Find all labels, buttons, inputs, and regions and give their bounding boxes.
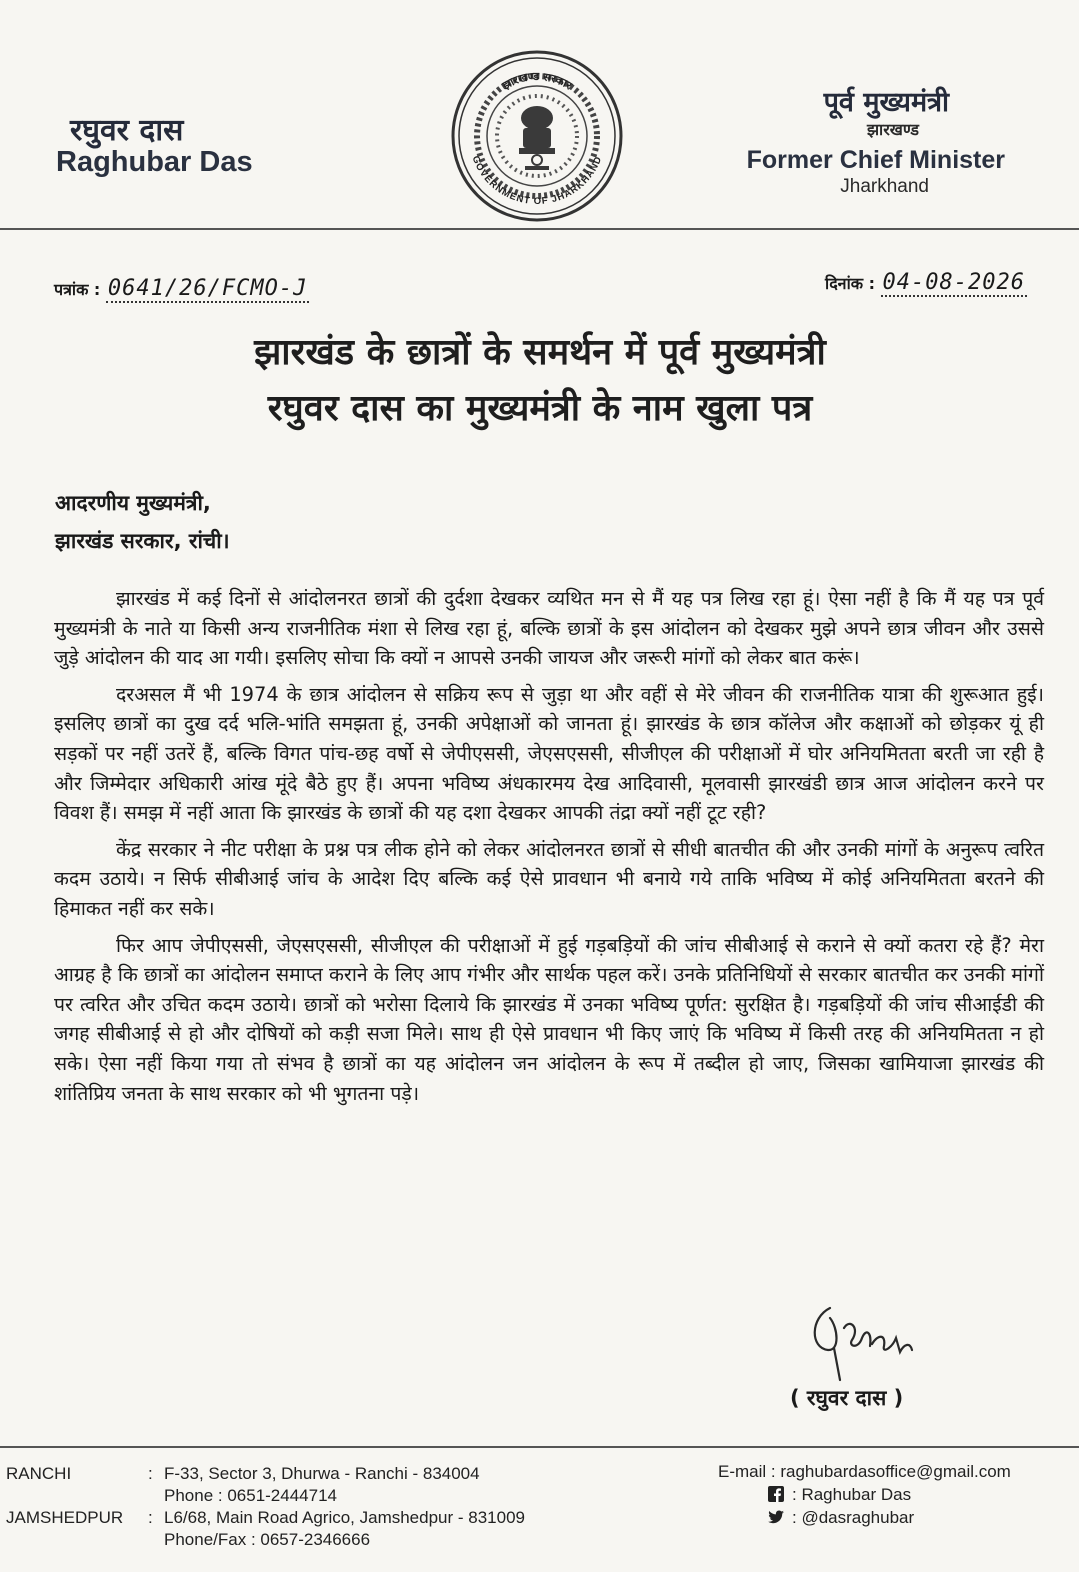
- twitter-icon: [768, 1509, 784, 1525]
- paragraph-2: दरअसल मैं भी 1974 के छात्र आंदोलन से सक्रिय रूप से जुड़ा था और वहीं से मेरे जीवन की राजनीतिक यात्रा की शुरूआत हुई। इसलिए छात्रों का दुख दर्द भलि-भांति समझता हूं, उनकी अपेक्षाओं को जानता हूं। झारखंड के छात्र कॉलेज और कक्षाओं को छोड़कर यूं ही सड़कों पर नहीं उतरें हैं, बल्कि विगत पांच-छह वर्षो से जेपीएससी, जेएसएससी, सीजीएल की परीक्षाओं में घोर अनियमितता बरती जा रही है और जिम्मेदार अधिकारी आंख मूंदे बैठे हुए हैं। अपना भविष्य अंधकारमय देख आदिवासी, मूलवासी झारखंडी छात्र आज आंदोलन करने पर विवश हैं। समझ में नहीं आता कि झारखंड के छात्रों की यह दशा देखकर आपकी तंद्रा क्यों नहीं टूट रही?: [54, 682, 1044, 825]
- paragraph-3: केंद्र सरकार ने नीट परीक्षा के प्रश्न पत्र लीक होने को लेकर आंदोलनरत छात्रों से सीधी बातचीत की और उनकी मांगों के अनुरूप त्वरित कदम उठाये। न सिर्फ सीबीआई जांच के आदेश दिए बल्कि कई ऐसे प्रावधान भी बनाये गये ताकि भविष्य में कोई अनियमितता बरतने की हिमाकत नहीं कर सके।: [54, 837, 1044, 920]
- state-english: Jharkhand: [840, 176, 929, 197]
- footer-twitter: [768, 1508, 914, 1528]
- footer-address-ranchi: F-33, Sector 3, Dhurwa - Ranchi - 834004: [164, 1464, 480, 1483]
- footer-colon-2: :: [148, 1508, 153, 1527]
- letterhead: [0, 0, 1079, 228]
- letter-title: [80, 325, 1000, 437]
- footer-address-jamshedpur: L6/68, Main Road Agrico, Jamshedpur - 831009: [164, 1508, 526, 1527]
- footer-phone-jamshedpur: Phone/Fax : 0657-2346666: [164, 1530, 371, 1549]
- sender-name-hindi: रघुवर दास: [70, 113, 184, 148]
- letter-date: [825, 270, 1027, 295]
- footer-facebook: [768, 1485, 911, 1505]
- salutation-line-2: झारखंड सरकार, रांची।: [55, 529, 230, 553]
- letter-body: [54, 584, 1044, 1115]
- header-divider: [0, 228, 1079, 230]
- title-line-1: झारखंड के छात्रों के समर्थन में पूर्व मुख्यमंत्री: [254, 332, 826, 373]
- paragraph-1: झारखंड में कई दिनों से आंदोलनरत छात्रों की दुर्दशा देखकर व्यथित मन से मैं यह पत्र लिख रहा हूं। ऐसा नहीं है कि मैं यह पत्र पूर्व मुख्यमंत्री के नाते या किसी अन्य राजनीतिक मंशा से लिख रहा हूं, बल्कि छात्रों के इस आंदोलन को देखकर मुझे अपने छात्र जीवन और उससे जुड़े आंदोलन की याद आ गयी। इसलिए सोचा कि क्यों न आपसे उनकी जायज और जरूरी मांगों को लेकर बात करूं।: [54, 587, 1044, 670]
- footer-city-jamshedpur: JAMSHEDPUR: [6, 1508, 124, 1527]
- signatory-name: ( रघुवर दास ): [790, 1386, 904, 1410]
- salutation-line-1: आदरणीय मुख्यमंत्री,: [55, 491, 211, 515]
- designation-english: Former Chief Minister: [746, 146, 1005, 174]
- svg-text:झारखण्ड सरकार: [499, 70, 574, 93]
- emblem-top-text: झारखण्ड सरकार: [500, 69, 575, 93]
- footer-divider: [0, 1446, 1079, 1448]
- facebook-icon: [768, 1486, 784, 1502]
- footer-city-ranchi: RANCHI: [6, 1464, 72, 1483]
- svg-text:GOVERNMENT OF JHARKHAND: [470, 154, 605, 207]
- handwritten-signature: [800, 1288, 950, 1388]
- paragraph-4: फिर आप जेपीएससी, जेएसएससी, सीजीएल की परीक्षाओं में हुई गड़बड़ियों की जांच सीबीआई से कराने से क्यों कतरा रहे हैं? मेरा आग्रह है कि छात्रों का आंदोलन समाप्त कराने के लिए आप गंभीर और सार्थक पहल करें। उनके प्रतिनिधियों से सरकार बातचीत कर उनकी मांगों पर त्वरित और उचित कदम उठाये। छात्रों को भरोसा दिलाये कि झारखंड में उनका भविष्य पूर्णत: सुरक्षित है। गड़बड़ियों की जांच सीआईडी की जगह सीबीआई से हो और दोषियों को कड़ी सजा मिले। साथ ही ऐसे प्रावधान भी किए जाएं कि भविष्य में किसी तरह की अनियमितता न हो सके। ऐसा नहीं किया गया तो संभव है छात्रों का यह आंदोलन जन आंदोलन के रूप में तब्दील हो जाए, जिसका खामियाजा झारखंड की शांतिप्रिय जनता के साथ सरकार को भी भुगतना पड़े।: [54, 933, 1044, 1105]
- date-label: दिनांक :: [825, 274, 875, 293]
- ref-label: पत्रांक :: [54, 280, 101, 299]
- letter-footer: [0, 1452, 1079, 1572]
- state-emblem-icon: [445, 48, 629, 224]
- sender-name-english: Raghubar Das: [56, 146, 253, 178]
- twitter-handle: : @dasraghubar: [792, 1508, 915, 1527]
- footer-colon-1: :: [148, 1464, 153, 1483]
- date-value: 04-08-2026: [882, 270, 1025, 295]
- salutation: [55, 484, 230, 560]
- reference-number: [54, 276, 309, 301]
- footer-phone-ranchi: Phone : 0651-2444714: [164, 1486, 337, 1505]
- ref-value: 0641/26/FCMO-J: [107, 276, 308, 301]
- footer-email: E-mail : raghubardasoffice@gmail.com: [718, 1462, 1011, 1481]
- emblem-bottom-text: GOVERNMENT OF JHARKHAND: [469, 154, 605, 208]
- state-hindi: झारखण्ड: [866, 120, 919, 139]
- designation-hindi: पूर्व मुख्यमंत्री: [823, 87, 949, 118]
- facebook-handle: : Raghubar Das: [792, 1485, 912, 1504]
- title-line-2: रघुवर दास का मुख्यमंत्री के नाम खुला पत्र: [267, 388, 813, 429]
